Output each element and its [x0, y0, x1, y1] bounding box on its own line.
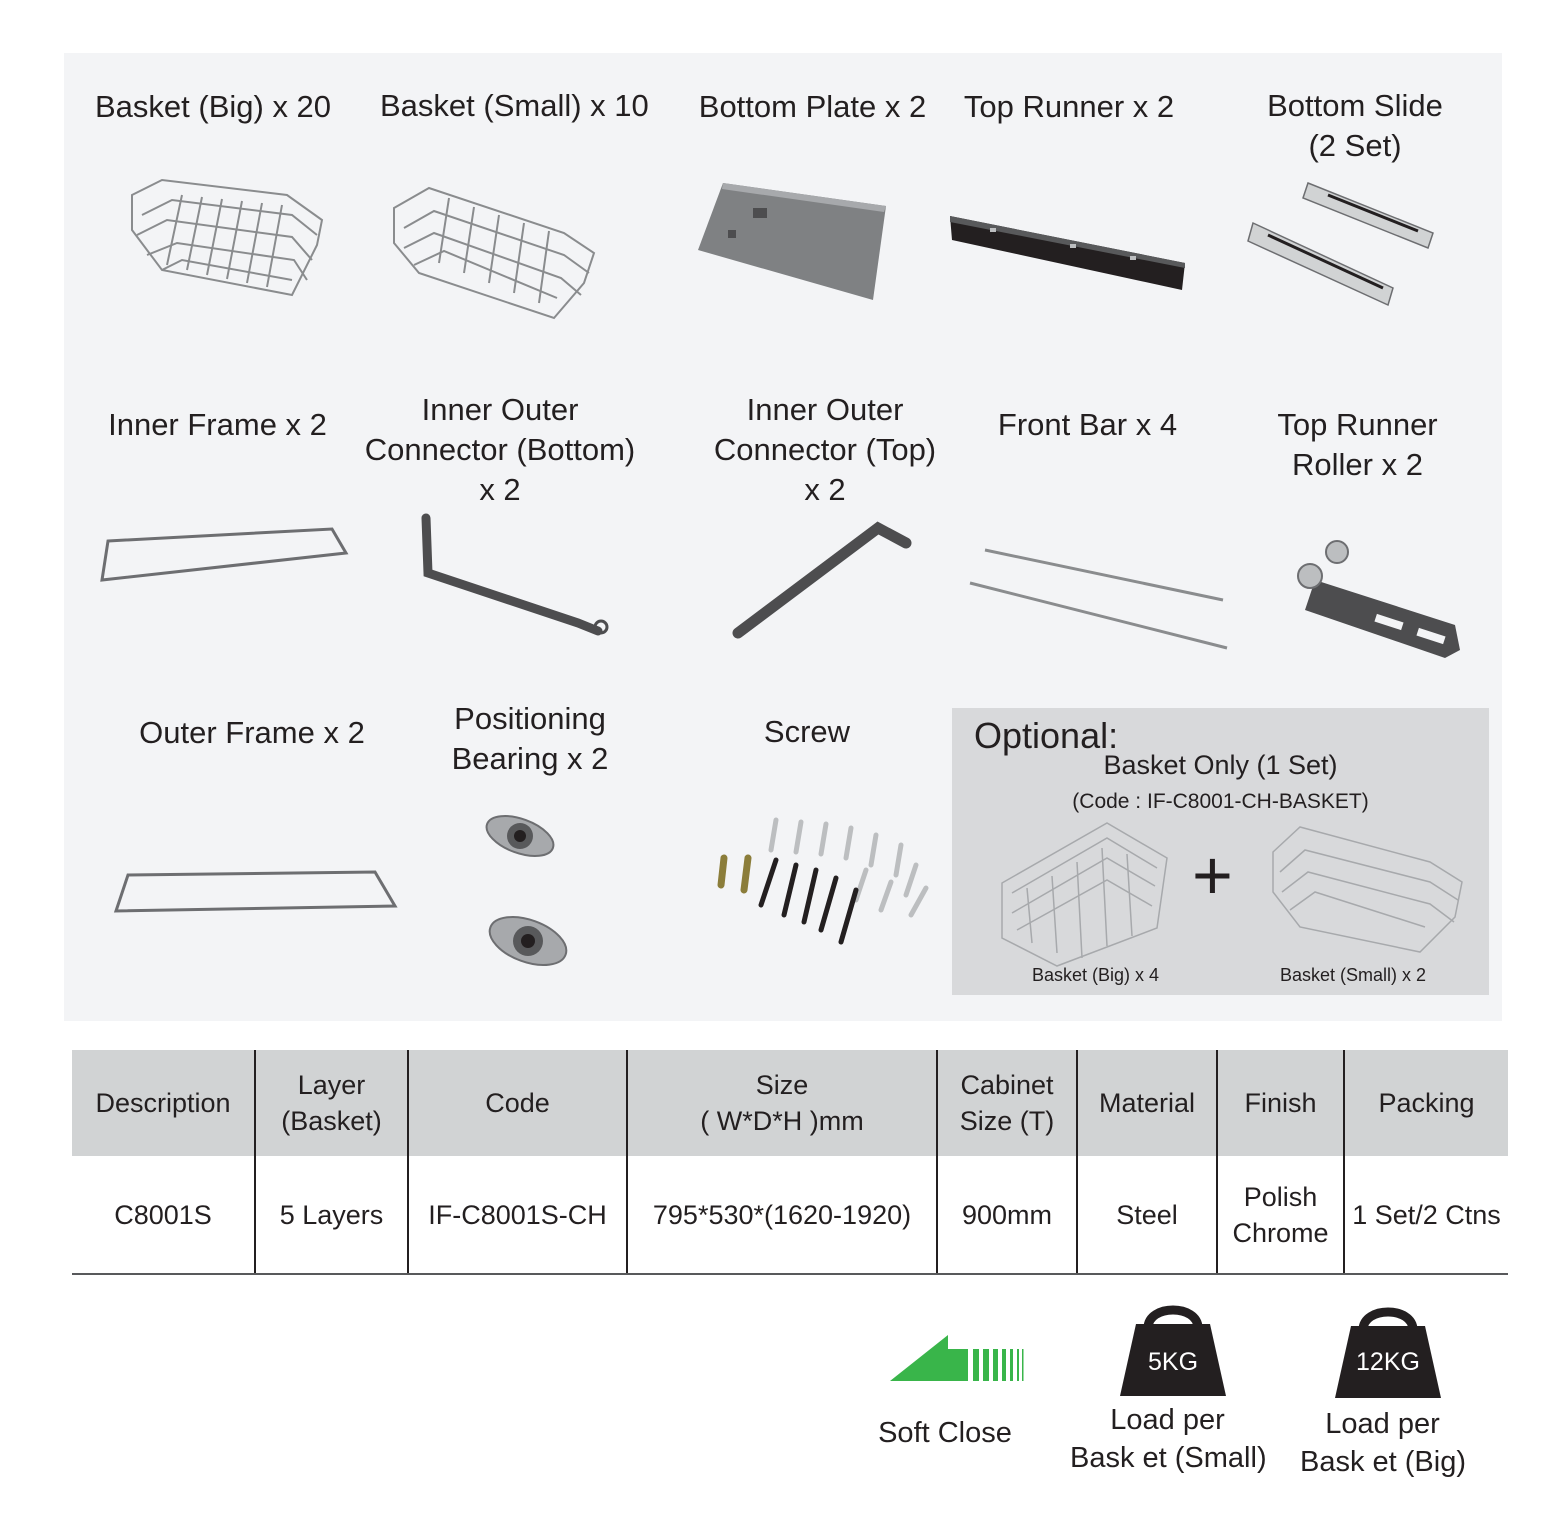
label-positioning-bearing: Positioning Bearing x 2: [451, 701, 609, 776]
label-bottom-plate: Bottom Plate x 2: [698, 89, 927, 124]
label-top-runner-roller: Top Runner Roller x 2: [1277, 407, 1438, 482]
screw-image: [716, 810, 936, 955]
optional-box: [952, 708, 1489, 995]
header-packing: Packing: [1344, 1050, 1508, 1156]
cell-material: Steel: [1077, 1156, 1217, 1274]
connector-top-image: [728, 518, 913, 643]
cell-cabinet-size: 900mm: [937, 1156, 1077, 1274]
top-runner-roller-image: [1295, 540, 1465, 660]
cell-description: C8001S: [72, 1156, 255, 1274]
optional-subtitle: Basket Only (1 Set): [1103, 750, 1338, 780]
top-runner-image: [950, 208, 1185, 293]
load-big-label: Load per Bask et (Big): [1300, 1408, 1466, 1478]
basket-big-image: [122, 175, 327, 300]
header-material: Material: [1077, 1050, 1217, 1156]
outer-frame-image: [113, 868, 398, 916]
optional-code: (Code : IF-C8001-CH-BASKET): [1072, 790, 1369, 813]
label-inner-frame: Inner Frame x 2: [108, 407, 327, 442]
bottom-plate-image: [698, 178, 888, 303]
spec-table: [72, 1050, 1508, 1275]
cell-finish: Polish Chrome: [1217, 1156, 1344, 1274]
header-code: Code: [408, 1050, 627, 1156]
optional-title: Optional:: [974, 715, 1119, 756]
label-front-bar: Front Bar x 4: [997, 407, 1178, 442]
header-size: Size ( W*D*H )mm: [627, 1050, 937, 1156]
optional-basket-big-image: [997, 818, 1172, 968]
label-basket-small: Basket (Small) x 10: [380, 88, 649, 123]
table-row: [72, 1156, 1508, 1274]
basket-small-image: [389, 183, 599, 323]
front-bar-image: [965, 545, 1230, 655]
header-finish: Finish: [1217, 1050, 1344, 1156]
optional-caption-big: Basket (Big) x 4: [1032, 965, 1160, 985]
load-small-label: Load per Bask et (Small): [1070, 1404, 1267, 1474]
plus-sign: +: [1192, 836, 1233, 914]
header-cabinet-size: Cabinet Size (T): [937, 1050, 1077, 1156]
optional-caption-small: Basket (Small) x 2: [1280, 965, 1427, 985]
soft-close-label: Soft Close: [878, 1417, 1012, 1449]
label-top-runner: Top Runner x 2: [963, 89, 1175, 124]
optional-basket-small-image: [1270, 822, 1465, 957]
cell-layer: 5 Layers: [255, 1156, 408, 1274]
label-outer-frame: Outer Frame x 2: [139, 715, 365, 750]
weight-5kg-label: 5KG: [1147, 1348, 1199, 1376]
header-layer: Layer (Basket): [255, 1050, 408, 1156]
soft-close-icon: [890, 1333, 1025, 1383]
label-basket-big: Basket (Big) x 20: [95, 89, 332, 124]
cell-packing: 1 Set/2 Ctns: [1344, 1156, 1508, 1274]
connector-bottom-image: [418, 513, 613, 638]
label-connector-bottom: Inner Outer Connector (Bottom) x 2: [364, 392, 636, 507]
header-description: Description: [72, 1050, 255, 1156]
cell-code: IF-C8001S-CH: [408, 1156, 627, 1274]
bottom-slide-image: [1248, 183, 1433, 323]
label-bottom-slide: Bottom Slide (2 Set): [1267, 88, 1443, 163]
label-screw: Screw: [763, 714, 851, 749]
positioning-bearing-image: [483, 808, 573, 978]
label-connector-top: Inner Outer Connector (Top) x 2: [713, 392, 937, 507]
cell-size: 795*530*(1620-1920): [627, 1156, 937, 1274]
weight-12kg-label: 12KG: [1356, 1348, 1420, 1376]
table-header-row: [72, 1050, 1508, 1156]
inner-frame-image: [100, 525, 348, 583]
